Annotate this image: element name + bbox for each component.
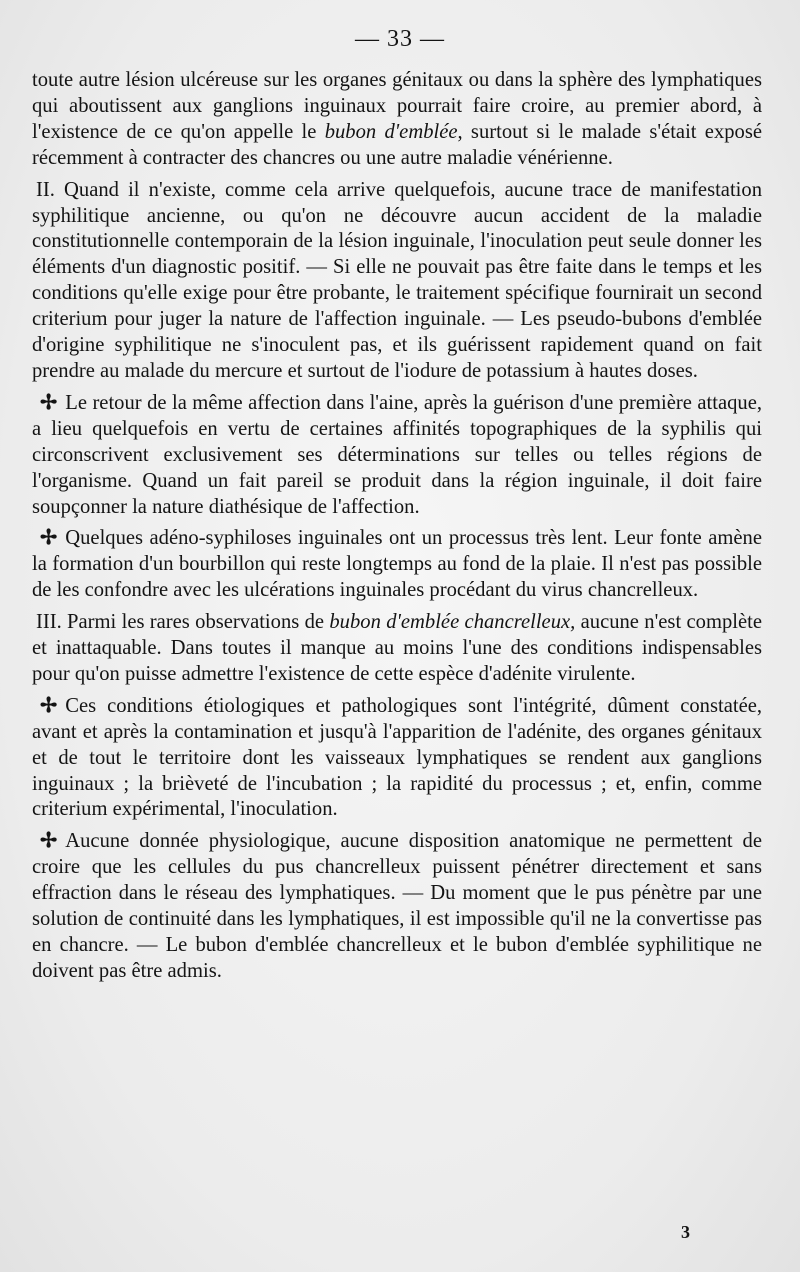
paragraph-section-iii: III. Parmi les rares observations de bubon d'emblée chancrelleux, aucune n'est complète et inattaquable. Dans toutes il manque au moins l'une des conditions indispensables pour qu'on puisse admettre l'existence de cette espèce d'adénite virulente.: [32, 611, 762, 685]
asterism-icon: ✢: [40, 694, 58, 717]
paragraph-6: ✢ Ces conditions étiologiques et pathologiques sont l'intégrité, dûment constatée, avant et après la contamination et jusqu'à l'apparition de l'adénite, des organes génitaux et de tout le territoire dont les vaisseaux lymphatiques se rendent aux ganglions inguinaux ; la brièveté de l'incubation ; la rapidité du processus ; et, enfin, comme criterium expérimental, l'inoculation.: [32, 694, 762, 821]
paragraph-3: ✢ Le retour de la même affection dans l'aine, après la guérison d'une première attaque, a lieu quelquefois en vertu de certaines affinités topographiques de la syphilis qui circonscrivent exclusivement ses déterminations sur telles ou telles régions de l'organisme. Quand un fait pareil se produit dans la région inguinale, il doit faire soupçonner la nature diathésique de l'affection.: [32, 391, 762, 518]
paragraph-7: ✢ Aucune donnée physiologique, aucune disposition anatomique ne permettent de croire que les cellules du pus chancrelleux puissent pénétrer directement et sans effraction dans le réseau des lymphatiques. — Du moment que le pus pénètre par une solution de continuité dans les lymphatiques, il est impossible qu'il ne la convertisse pas en chancre. — Le bubon d'emblée chancrelleux et le bubon d'emblée syphilitique ne doivent pas être admis.: [32, 830, 762, 982]
signature-mark: 3: [681, 1222, 690, 1242]
paragraph-1: toute autre lésion ulcéreuse sur les organes génitaux ou dans la sphère des lymphatiques qui aboutissent aux ganglions inguinaux pourrait faire croire, au premier abord, à l'existence de ce qu'on appelle le bubon d'emblée, surtout si le malade s'était exposé récemment à contracter des chancres ou une autre maladie vénérienne.: [32, 69, 762, 169]
page-number: — 33 —: [355, 26, 445, 52]
asterism-icon: ✢: [40, 830, 58, 853]
term-bubon-chancrelleux: bubon d'emblée chancrelleux,: [329, 611, 576, 634]
paragraph-4: ✢ Quelques adéno-syphiloses inguinales ont un processus très lent. Leur fonte amène la formation d'un bourbillon qui reste longtemps au fond de la plaie. Il n'est pas possible de les confondre avec les ulcérations inguinales procédant du virus chancrelleux.: [32, 527, 762, 602]
body-text: [32, 68, 762, 991]
asterism-icon: ✢: [40, 391, 58, 414]
term-bubon-demblee: bubon d'emblée: [324, 120, 458, 143]
asterism-icon: ✢: [40, 527, 58, 550]
paragraph-section-ii: II. Quand il n'existe, comme cela arrive quelquefois, aucune trace de manifestation syphilitique ancienne, ou qu'on ne découvre aucun accident de la maladie constitutionnelle contemporain de la lésion inguinale, l'inoculation peut seule donner les éléments d'un diagnostic positif. — Si elle ne pouvait pas être faite dans le temps et les conditions qu'elle exige pour être probante, le traitement spécifique fournirait un second criterium pour juger la nature de l'affection inguinale. — Les pseudo-bubons d'emblée d'origine syphilitique ne s'inoculent pas, et ils guérissent rapidement quand on fait prendre au malade du mercure et surtout de l'iodure de potassium à hautes doses.: [32, 178, 762, 382]
